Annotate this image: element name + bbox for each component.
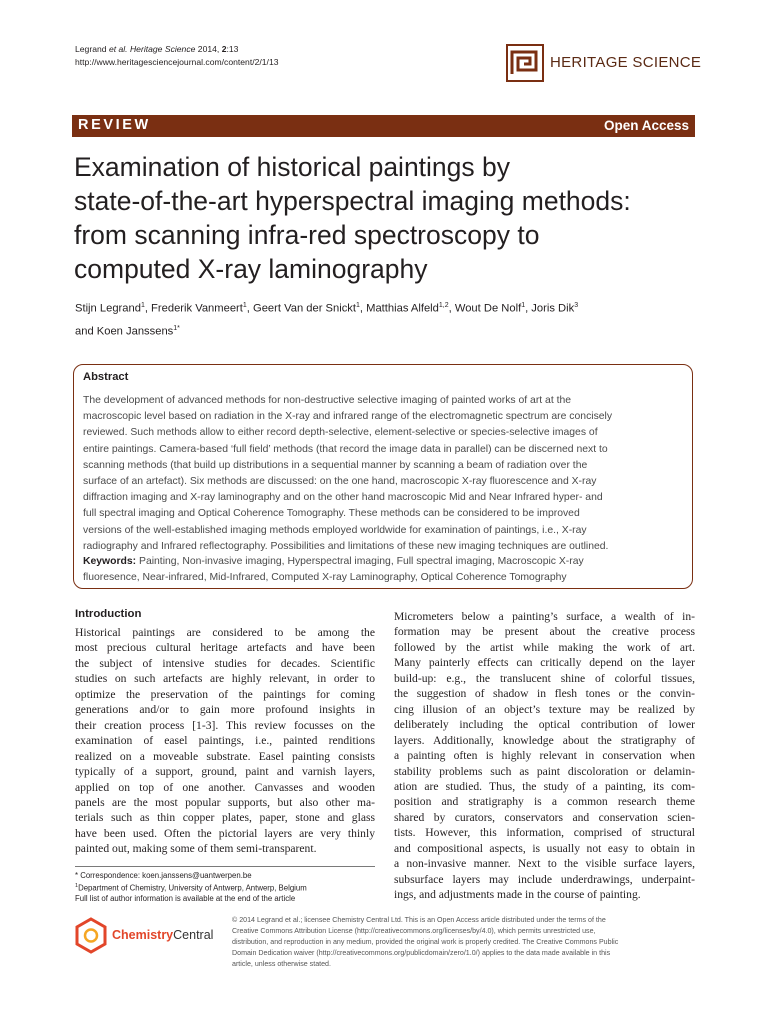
license-line: distribution, and reproduction in any medium, provided the original work is properly credited. The Creative Commons Public	[232, 938, 619, 946]
license-text	[232, 915, 694, 970]
right-column-text	[394, 609, 695, 903]
body-line: a painting often is highly relevant in conservation when	[394, 749, 695, 763]
abstract-line: macroscopic level based on radiation in the X-ray and infrared range of the electromagnetic spectrum are concisely	[83, 411, 613, 423]
left-column-text	[75, 625, 375, 857]
body-line: ings, and adjustments made in the course of painting.	[394, 888, 641, 902]
body-line: ation are studied. Thus, the study of a painting, its com-	[394, 779, 695, 793]
body-line: formation may be present about the creative process	[394, 625, 695, 639]
author-line: Stijn Legrand$^1$, Frederik Vanmeert$^1$, Geert Van der Snickt$^1$, Matthias Alfeld$^{1,2}$, Wout De Nolf$^1$, Joris Dik$^3$	[75, 302, 579, 315]
body-line: painted out, making some of them semi-transparent.	[75, 842, 317, 856]
body-line: realized on a moveable substrate. Easel painting consists	[75, 749, 375, 763]
body-line: cing illusion of an object’s texture may be realized by	[394, 702, 695, 716]
license-line: Domain Dedication waiver (http://creativecommons.org/publicdomain/zero/1.0/) applies to the data made available in this	[232, 949, 611, 957]
body-line: terials such as thin copper plates, paper, stone and glass	[75, 811, 375, 825]
abstract-heading: Abstract	[83, 371, 129, 383]
body-line: their creation process [1-3]. This review focusses on the	[75, 718, 375, 732]
body-line: deliberately including the optical contribution of lower	[394, 718, 695, 732]
body-line: followed by the artist while making the work of art.	[394, 640, 695, 654]
body-line: optimize the preservation of the paintings for coming	[75, 687, 375, 701]
body-line: Historical paintings are considered to be among the	[75, 626, 375, 639]
author-info-note: Full list of author information is available at the end of the article	[75, 894, 296, 903]
article-url[interactable]: http://www.heritagesciencejournal.com/content/2/1/13	[75, 57, 279, 67]
body-line: have been used. Often the pictorial layers are very thinly	[75, 826, 375, 840]
footnote-divider	[75, 866, 375, 867]
keywords-line: fluoresence, Near-infrared, Mid-Infrared, Computed X-ray Laminography, Optical Coherence Tomography	[83, 572, 567, 584]
body-line: Micrometers below a painting’s surface, a wealth of in-	[394, 610, 695, 623]
publisher-name: ChemistryCentral	[112, 928, 214, 942]
body-line: applied on top of one another. Canvasses and wooden	[75, 780, 375, 794]
body-line: examination of easel paintings, i.e., painted renditions	[75, 734, 375, 748]
keywords-label: Keywords:	[83, 556, 137, 567]
journal-logo[interactable]	[506, 44, 702, 84]
title-line: state-of-the-art hyperspectral imaging methods:	[74, 186, 631, 216]
heritage-science-logo-icon	[506, 44, 544, 82]
body-line: generations and/or to gain more profound insights in	[75, 703, 375, 717]
open-access-label: Open Access	[603, 118, 689, 133]
publisher-logo[interactable]	[72, 917, 222, 957]
body-line: typically of a support, ground, paint and varnish layers,	[75, 765, 375, 779]
body-line: subsurface layers may include underdrawings, underpaint-	[394, 872, 695, 886]
abstract-box	[73, 364, 693, 589]
body-line: the suggestion of shadow in flesh tones or the convin-	[394, 687, 695, 701]
license-line: Creative Commons Attribution License (http://creativecommons.org/licenses/by/4.0), which permits unrestricted use,	[232, 927, 596, 935]
title-line: Examination of historical paintings by	[74, 152, 511, 182]
body-line: most precious cultural heritage artefacts and have been	[75, 641, 375, 655]
article-title	[74, 150, 694, 286]
title-line: computed X-ray laminography	[74, 254, 428, 284]
body-line: build-up: e.g., the translucent shine of colorful tissues,	[394, 671, 695, 685]
correspondence-note: * Correspondence: koen.janssens@uantwerpen.be	[75, 871, 252, 880]
abstract-line: diffraction imaging and X-ray laminography and on the other hand macroscopic Mid and Near Infrared hyper- and	[83, 492, 603, 504]
body-line: the subject of intensive studies for decades. Scientific	[75, 656, 375, 670]
journal-logo-text: HERITAGE SCIENCE	[550, 54, 702, 71]
abstract-line: entire paintings. Camera-based ‘full field’ methods (that record the image data in parallel) can be discerned next to	[83, 443, 608, 455]
body-line: shared by curators, conservators and conservation scien-	[394, 810, 695, 824]
author-list	[75, 296, 695, 341]
section-heading-introduction: Introduction	[75, 608, 142, 620]
body-line: and compositional aspects, is usually not easy to obtain in	[394, 841, 695, 855]
license-line: article, unless otherwise stated.	[232, 960, 331, 968]
body-line: panels are the most popular supports, but also other ma-	[75, 795, 375, 809]
abstract-line: radiography and Infrared reflectography. Possibilities and limitations of these new imaging techniques are outlined.	[83, 540, 609, 552]
body-line: position and stratigraphy is a common research theme	[394, 795, 695, 809]
affiliation-note: $^1$Department of Chemistry, University of Antwerp, Antwerp, Belgium	[75, 883, 307, 893]
keywords-line: Keywords: Painting, Non-invasive imaging, Hyperspectral imaging, Full spectral imaging, Macroscopic X-ray	[83, 556, 584, 567]
body-line: studies on such artefacts are highly relevant, in order to	[75, 672, 375, 686]
citation-line: Legrand et al. Heritage Science 2014, 2:13	[75, 44, 239, 54]
abstract-line: The development of advanced methods for non-destructive selective imaging of painted works of art at the	[83, 395, 572, 406]
abstract-text	[83, 393, 685, 555]
body-line: stability problems such as paint discoloration or delamin-	[394, 764, 695, 778]
abstract-line: versions of the well-established imaging methods employed worldwide for examination of paintings, i.e., X-ray	[83, 524, 587, 536]
abstract-line: reviewed. Such methods allow to either record depth-selective, element-selective or species-selective images of	[83, 427, 598, 439]
keywords	[83, 554, 685, 586]
license-line: © 2014 Legrand et al.; licensee Chemistry Central Ltd. This is an Open Access article distributed under the terms of the	[232, 916, 606, 924]
abstract-line: scanning methods (that build up distributions in a sequential manner by scanning a beam of radiation over the	[83, 459, 588, 471]
article-type-label: REVIEW	[78, 117, 151, 133]
abstract-line: surface of an artefact). Six methods are discussed: on the one hand, macroscopic X-ray fluorescence and X-ray	[83, 476, 597, 488]
body-line: Many painterly effects can critically depend on the layer	[394, 656, 695, 670]
chemistry-central-logo-icon	[74, 917, 108, 955]
title-line: from scanning infra-red spectroscopy to	[74, 220, 540, 250]
body-line: layers. Additionally, knowledge about the stratigraphy of	[394, 733, 695, 747]
author-line: and Koen Janssens$^{1*}$	[75, 324, 180, 338]
body-line: tists. However, this information, comprised of structural	[394, 826, 695, 840]
body-line: a non-invasive manner. Next to the visible surface layers,	[394, 857, 695, 871]
article-type-banner	[72, 115, 695, 137]
abstract-line: full spectral imaging and Optical Coherence Tomography. These methods can be considered to be improved	[83, 508, 580, 520]
